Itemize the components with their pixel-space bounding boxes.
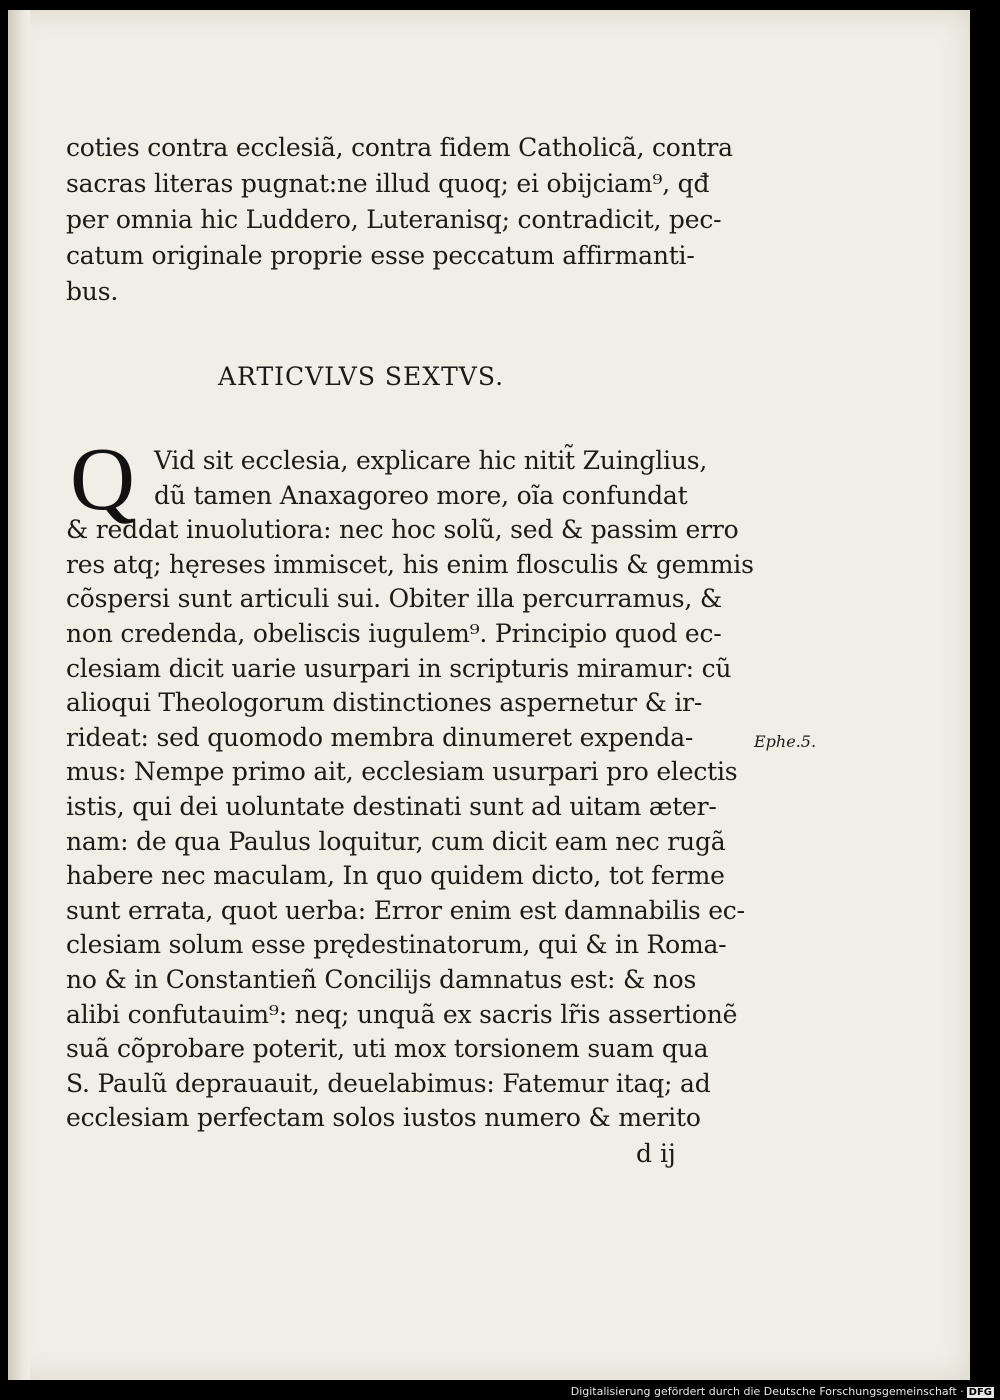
text-line: res atq; hęreses immiscet, his enim flosculis & gemmis [66,549,754,579]
text-line: ecclesiam perfectam solos iustos numero & merito [66,1103,701,1133]
text-line: dũ tamen Anaxagoreo more, oĩa confundat [154,480,688,510]
dfg-logo: DFG [968,1387,992,1398]
drop-cap-initial: Q [70,430,135,529]
text-line: clesiam solum esse prędestinatorum, qui & in Roma- [66,930,727,960]
section-heading: ARTICVLVS SEXTVS. [218,362,505,391]
marginal-note: Ephe.5. [754,732,817,751]
text-line: mus: Nempe primo ait, ecclesiam usurpari pro electis [66,757,738,787]
text-line: coties contra ecclesiã, contra fidem Catholicã, contra [66,133,733,162]
text-line: habere nec maculam, In quo quidem dicto, tot ferme [66,861,725,891]
text-line: suã cõprobare poterit, uti mox torsionem suam qua [66,1034,709,1064]
signature-mark: d ij [636,1138,676,1168]
credit-text: Digitalisierung gefördert durch die Deutsche Forschungsgemeinschaft · [570,1385,964,1398]
text-line: catum originale proprie esse peccatum affirmanti- [66,241,695,270]
text-line: alioqui Theologorum distinctiones aspernetur & ir- [66,688,703,718]
page-spine [8,10,30,1380]
text-line: Vid sit ecclesia, explicare hic nitit̃ Zuinglius, [154,446,708,475]
text-line: istis, qui dei uoluntate destinati sunt ad uitam æter- [66,791,717,821]
text-line: rideat: sed quomodo membra dinumeret expenda- [66,722,694,752]
continuation-paragraph [66,130,766,310]
text-line: bus. [66,277,119,306]
text-line: cõspersi sunt articuli sui. Obiter illa percurramus, & [66,584,722,614]
text-line: no & in Constantieñ Concilijs damnatus est: & nos [66,964,697,994]
text-line: & reddat inuolutiora: nec hoc solũ, sed & passim erro [66,515,739,545]
text-line: sacras literas pugnat:ne illud quoq; ei obijciam⁹, qđ [66,169,710,198]
article-paragraph [66,430,766,1136]
text-line: S. Paulũ deprauauit, deuelabimus: Fatemur itaq; ad [66,1068,711,1098]
book-page [8,10,970,1380]
text-line: sunt errata, quot uerba: Error enim est damnabilis ec- [66,895,745,925]
text-line: nam: de qua Paulus loquitur, cum dicit eam nec rugã [66,826,726,856]
text-block [66,130,766,1172]
digitization-credit [571,1385,994,1398]
text-line: alibi confutauim⁹: neq; unquã ex sacris lr̃is assertionẽ [66,999,738,1029]
text-line: non credenda, obeliscis iugulem⁹. Principio quod ec- [66,618,722,648]
text-line: clesiam dicit uarie usurpari in scripturis miramur: cũ [66,653,732,683]
text-line: per omnia hic Luddero, Luteranisq; contradicit, pec- [66,205,722,234]
